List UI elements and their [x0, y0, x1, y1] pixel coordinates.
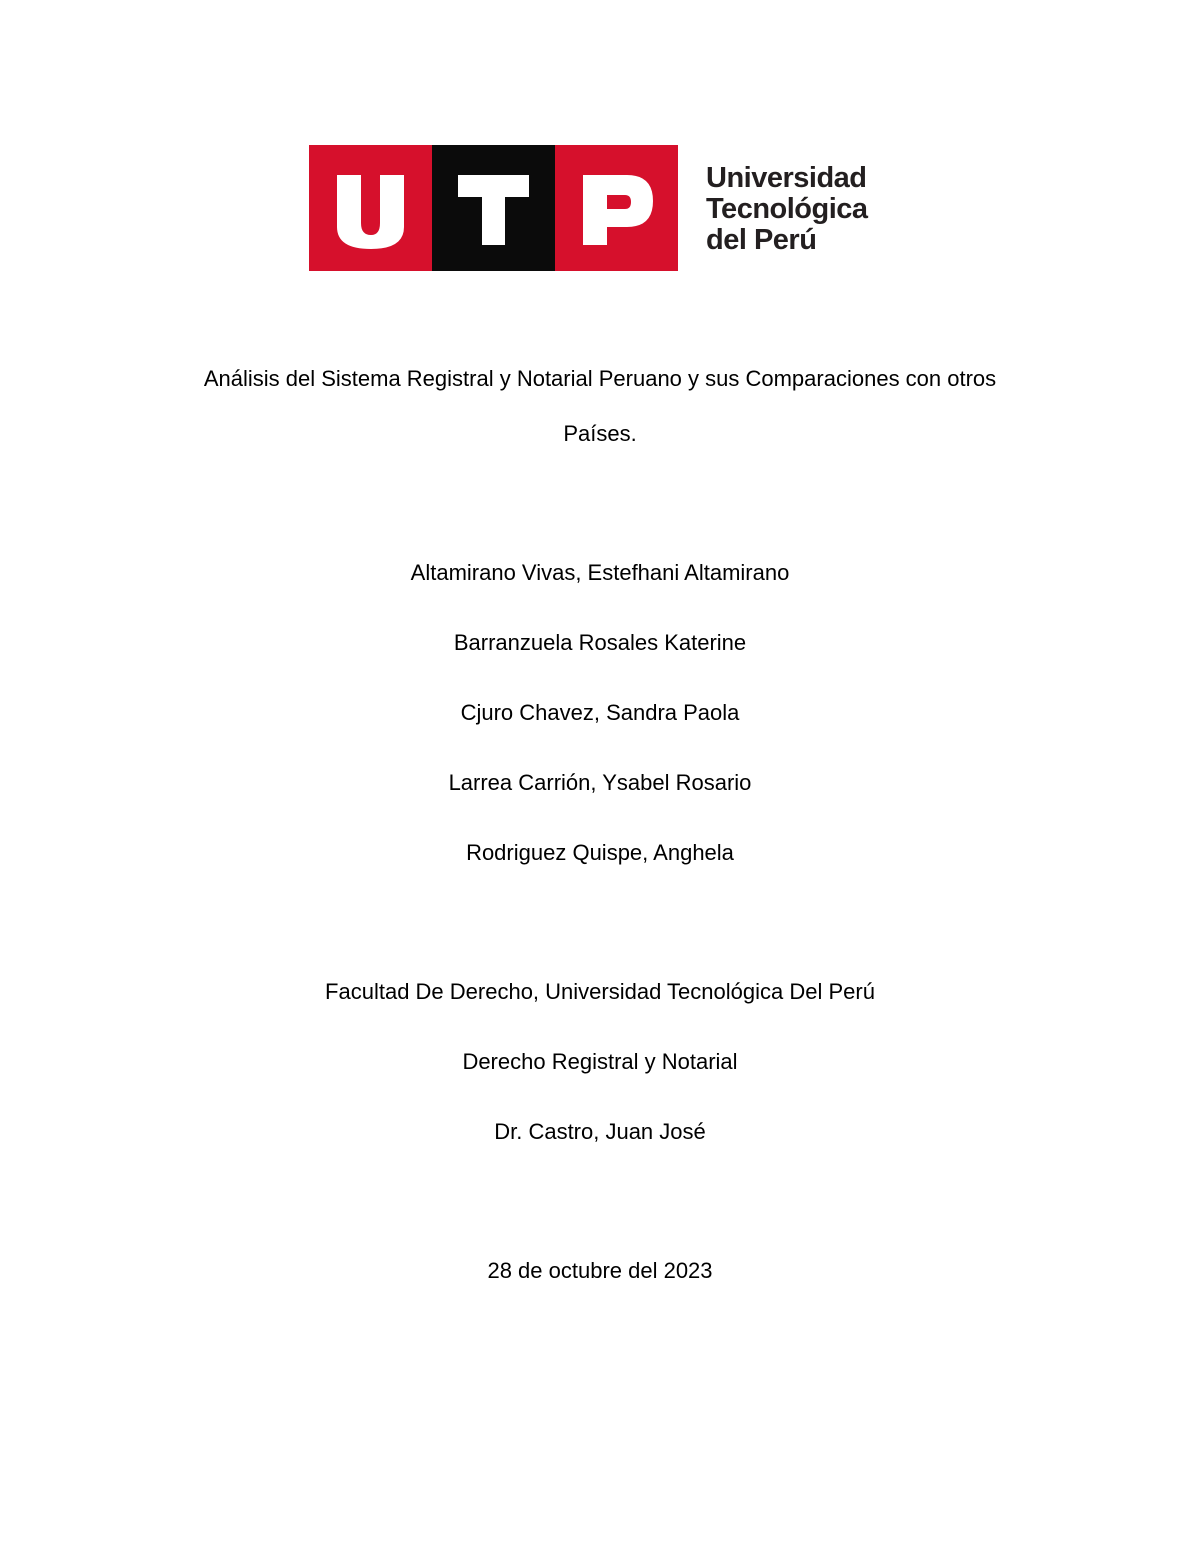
logo-name-line: Tecnológica: [706, 193, 868, 225]
author-name: Cjuro Chavez, Sandra Paola: [460, 700, 740, 725]
author-name: Barranzuela Rosales Katerine: [453, 630, 747, 655]
author-name: Rodriguez Quispe, Anghela: [466, 840, 734, 865]
logo-university-name: [706, 145, 868, 271]
logo-name-line: Universidad: [706, 162, 867, 194]
utp-logo: [309, 145, 889, 271]
professor-name: Dr. Castro, Juan José: [494, 1119, 706, 1144]
logo-letter-u: [309, 145, 432, 271]
document-title-line-1: Análisis del Sistema Registral y Notarial Peruano y sus Comparaciones con otros: [203, 366, 997, 391]
document-date: 28 de octubre del 2023: [487, 1258, 713, 1283]
course-name: Derecho Registral y Notarial: [462, 1049, 738, 1074]
institution: Facultad De Derecho, Universidad Tecnológica Del Perú: [325, 979, 875, 1004]
letter-p-icon: [555, 145, 678, 271]
document-title-line-2: Países.: [563, 421, 637, 446]
letter-u-icon: [309, 145, 432, 271]
author-name: Altamirano Vivas, Estefhani Altamirano: [410, 560, 790, 585]
logo-name-line: del Perú: [706, 224, 817, 256]
logo-letter-p: [555, 145, 678, 271]
logo-letter-t: [432, 145, 555, 271]
author-name: Larrea Carrión, Ysabel Rosario: [448, 770, 752, 795]
letter-t-icon: [432, 145, 555, 271]
